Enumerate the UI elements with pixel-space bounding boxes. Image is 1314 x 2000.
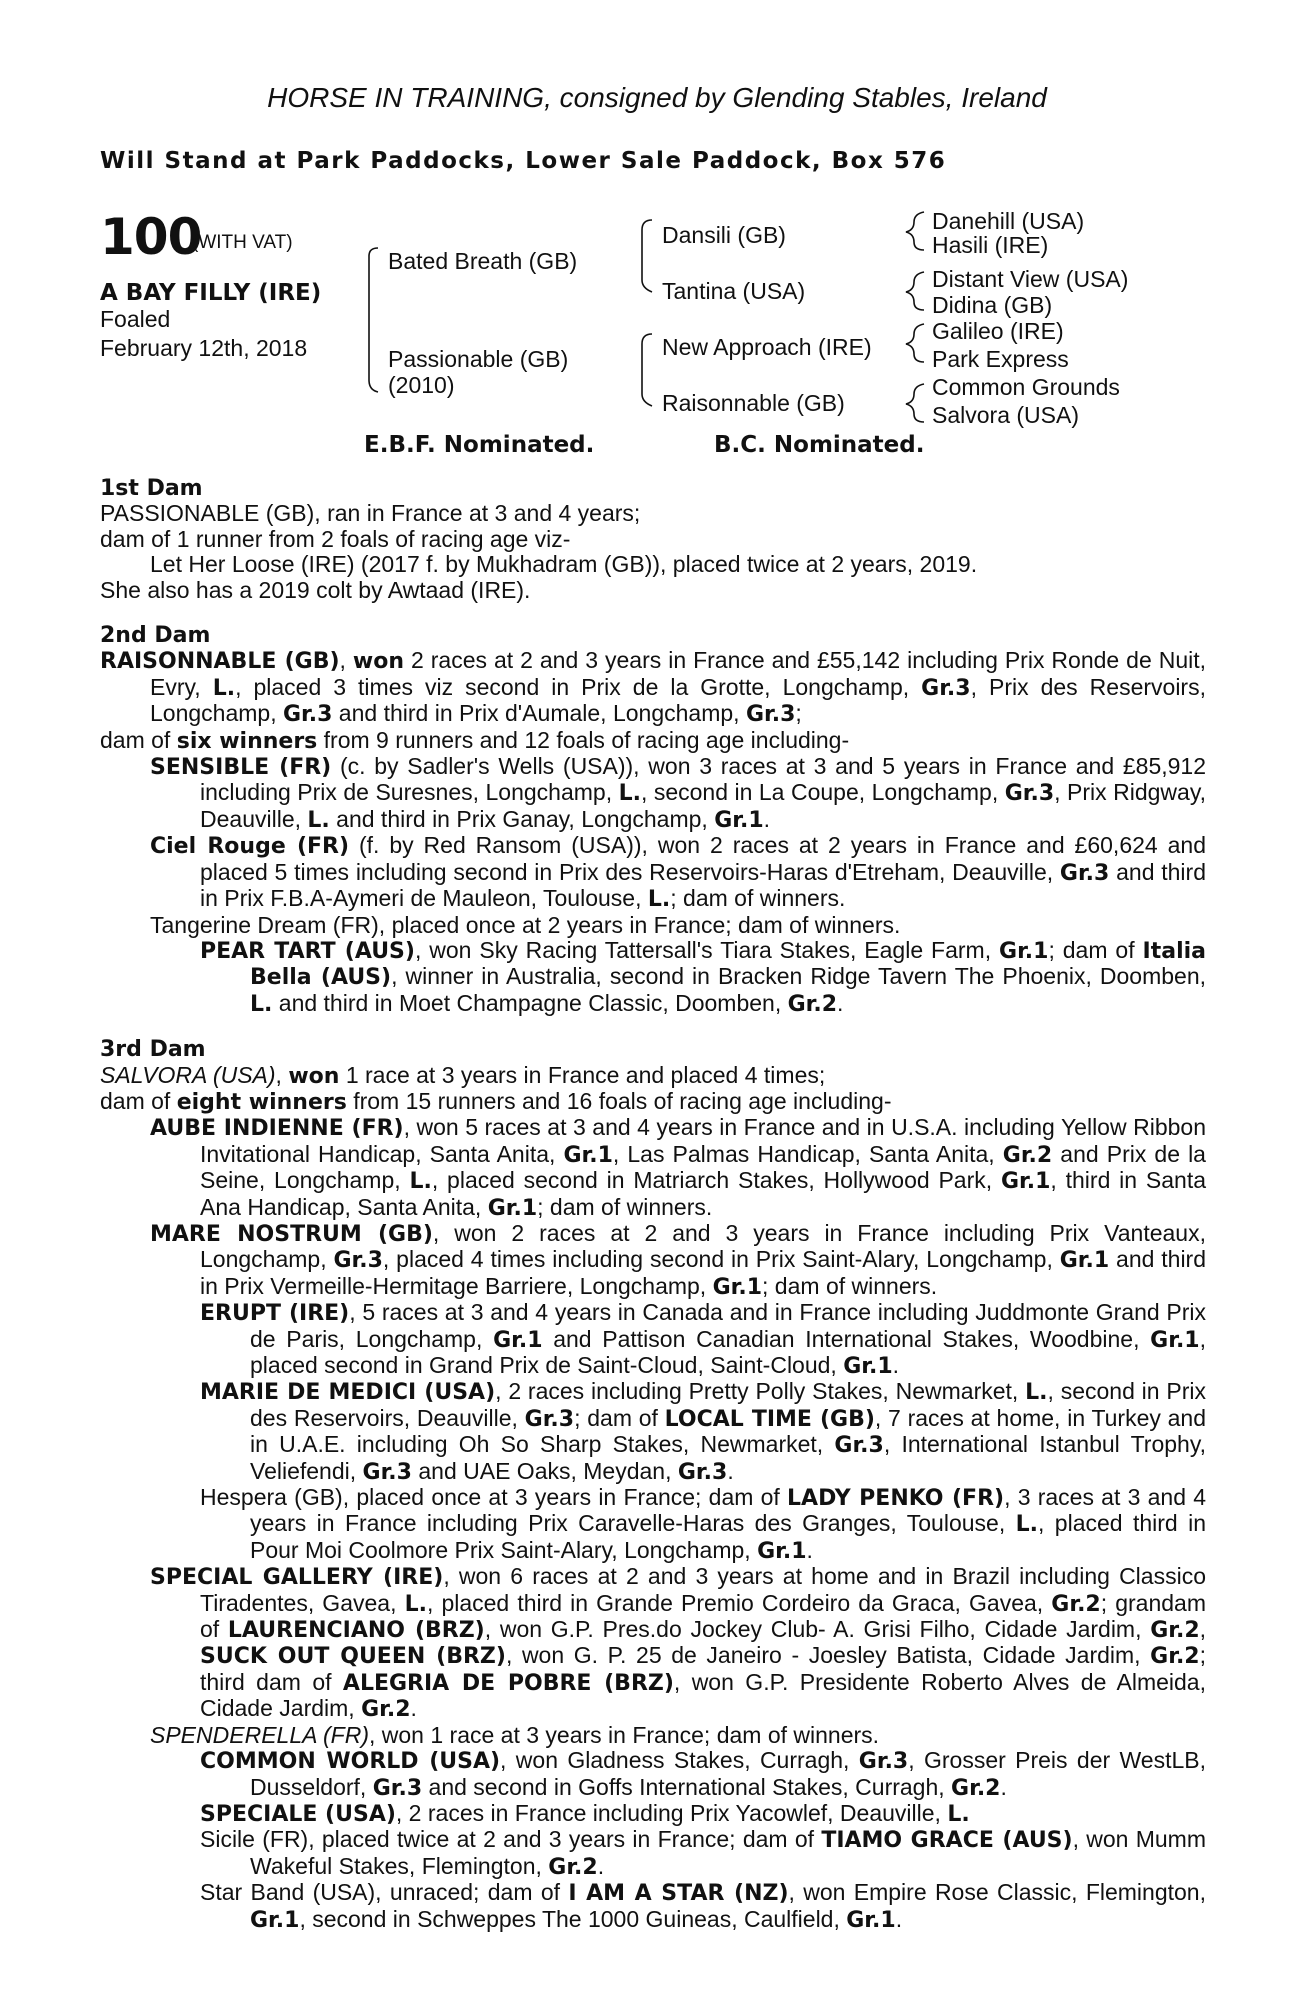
pedigree-entry: SPECIALE (USA), 2 races in France including Prix Yacowlef, Deauville, L.: [200, 1799, 970, 1827]
dam-sire: New Approach (IRE): [662, 334, 872, 360]
pedigree-entry: dam of eight winners from 15 runners and 16 foals of racing age including-: [100, 1087, 892, 1115]
horse-name: A BAY FILLY (IRE): [100, 280, 322, 306]
sire-name: Bated Breath (GB): [388, 248, 578, 274]
dam-section: [100, 1037, 1206, 1933]
sire-dam-dam: Didina (GB): [932, 292, 1053, 318]
pedigree-entry: SENSIBLE (FR) (c. by Sadler's Wells (USA)), won 3 races at 3 and 5 years in France and £85,912 including Prix de Suresnes, Longchamp, L., second in La Coupe, Longchamp, Gr.3, Prix Ridgway, Deauville, L. and third in Prix Ganay, Longchamp, Gr.1.: [150, 753, 1207, 833]
dam-dam-dam: Salvora (USA): [932, 402, 1079, 428]
pedigree-entry: SALVORA (USA), won 1 race at 3 years in France and placed 4 times;: [100, 1061, 826, 1089]
pedigree-entry: SPECIAL GALLERY (IRE), won 6 races at 2 and 3 years at home and in Brazil including Classico Tiradentes, Gavea, L., placed third in Grande Premio Cordeiro da Graca, Gavea, Gr.2; grandam of LAURENCIANO (BRZ), won G.P. Pres.do Jockey Club- A. Grisi Filho, Cidade Jardim, Gr.2, SUCK OUT QUEEN (BRZ), won G. P. 25 de Janeiro - Joesley Batista, Cidade Jardim, Gr.2; third dam of ALEGRIA DE POBRE (BRZ), won G.P. Presidente Roberto Alves de Almeida, Cidade Jardim, Gr.2.: [150, 1563, 1207, 1723]
foaled-date: February 12th, 2018: [100, 335, 308, 361]
dam-dam-sire: Common Grounds: [932, 374, 1120, 400]
pedigree-entry: Sicile (FR), placed twice at 2 and 3 years in France; dam of TIAMO GRACE (AUS), won Mumm Wakeful Stakes, Flemington, Gr.2.: [200, 1826, 1207, 1880]
pedigree-entry: ERUPT (IRE), 5 races at 3 and 4 years in Canada and in France including Juddmonte Grand Prix de Paris, Longchamp, Gr.1 and Pattison Canadian International Stakes, Woodbine, Gr.1, placed second in Grand Prix de Saint-Cloud, Saint-Cloud, Gr.1.: [200, 1299, 1206, 1379]
ebf-nominated: E.B.F. Nominated.: [364, 432, 595, 458]
sire-sire-sire: Danehill (USA): [932, 208, 1085, 234]
pedigree-entry: Tangerine Dream (FR), placed once at 2 years in France; dam of winners.: [150, 911, 901, 938]
section-heading: 3rd Dam: [100, 1037, 206, 1063]
dam-section: [100, 476, 1206, 603]
dam-sire-dam: Park Express: [932, 346, 1069, 372]
dam-dam: Raisonnable (GB): [662, 390, 845, 416]
dam-foaling-year: (2010): [388, 372, 455, 398]
pedigree-entry: She also has a 2019 colt by Awtaad (IRE).: [100, 576, 531, 603]
dam-sire-sire: Galileo (IRE): [932, 318, 1064, 344]
section-heading: 2nd Dam: [100, 623, 211, 649]
dam-section: [100, 623, 1206, 1017]
pedigree-entry: RAISONNABLE (GB), won 2 races at 2 and 3 years in France and £55,142 including Prix Ronde de Nuit, Evry, L., placed 3 times viz second in Prix de la Grotte, Longchamp, Gr.3, Prix des Reservoirs, Longchamp, Gr.3 and third in Prix d'Aumale, Longchamp, Gr.3;: [100, 647, 1207, 728]
bc-nominated: B.C. Nominated.: [714, 432, 925, 458]
pedigree-entry: dam of 1 runner from 2 foals of racing age viz-: [100, 525, 571, 552]
sire-sire-dam: Hasili (IRE): [932, 232, 1049, 258]
sire-dam: Tantina (USA): [662, 278, 806, 304]
pedigree-entry: Hespera (GB), placed once at 3 years in France; dam of LADY PENKO (FR), 3 races at 3 and 4 years in France including Prix Caravelle-Haras des Granges, Toulouse, L., placed third in Pour Moi Coolmore Prix Saint-Alary, Longchamp, Gr.1.: [200, 1484, 1207, 1564]
sire-dam-sire: Distant View (USA): [932, 266, 1129, 292]
sire-sire: Dansili (GB): [662, 222, 786, 248]
consignment-header: HORSE IN TRAINING, consigned by Glending Stables, Ireland: [267, 82, 1047, 113]
pedigree-entry: AUBE INDIENNE (FR), won 5 races at 3 and 4 years in France and in U.S.A. including Yellow Ribbon Invitational Handicap, Santa Anita, Gr.1, Las Palmas Handicap, Santa Anita, Gr.2 and Prix de la Seine, Longchamp, L., placed second in Matriarch Stakes, Hollywood Park, Gr.1, third in Santa Ana Handicap, Santa Anita, Gr.1; dam of winners.: [150, 1114, 1206, 1221]
produce-record: [100, 476, 1206, 1933]
vat-note: (WITH VAT): [192, 232, 293, 253]
pedigree-entry: MARIE DE MEDICI (USA), 2 races including Pretty Polly Stakes, Newmarket, L., second in Prix des Reservoirs, Deauville, Gr.3; dam of LOCAL TIME (GB), 7 races at home, in Turkey and in U.A.E. including Oh So Sharp Stakes, Newmarket, Gr.3, International Istanbul Trophy, Veliefendi, Gr.3 and UAE Oaks, Meydan, Gr.3.: [200, 1378, 1207, 1485]
pedigree-entry: COMMON WORLD (USA), won Gladness Stakes, Curragh, Gr.3, Grosser Preis der WestLB, Dusseldorf, Gr.3 and second in Goffs International Stakes, Curragh, Gr.2.: [200, 1747, 1206, 1801]
dam-name: Passionable (GB): [388, 346, 569, 372]
foaled-label: Foaled: [100, 306, 171, 332]
lot-number: 100: [100, 208, 202, 266]
section-heading: 1st Dam: [100, 476, 203, 501]
pedigree-entry: SPENDERELLA (FR), won 1 race at 3 years in France; dam of winners.: [150, 1721, 880, 1748]
pedigree-entry: Ciel Rouge (FR) (f. by Red Ransom (USA)), won 2 races at 2 years in France and £60,624 and placed 5 times including second in Prix des Reservoirs-Haras d'Etreham, Deauville, Gr.3 and third in Prix F.B.A-Aymeri de Mauleon, Toulouse, L.; dam of winners.: [150, 832, 1206, 913]
pedigree-entry: dam of six winners from 9 runners and 12 foals of racing age including-: [100, 726, 850, 754]
pedigree-entry: Star Band (USA), unraced; dam of I AM A STAR (NZ), won Empire Rose Classic, Flemington, Gr.1, second in Schweppes The 1000 Guineas, Caulfield, Gr.1.: [200, 1879, 1206, 1933]
stand-location: Will Stand at Park Paddocks, Lower Sale Paddock, Box 576: [100, 148, 947, 174]
pedigree-entry: MARE NOSTRUM (GB), won 2 races at 2 and 3 years in France including Prix Vanteaux, Longchamp, Gr.3, placed 4 times including second in Prix Saint-Alary, Longchamp, Gr.1 and third in Prix Vermeille-Hermitage Barriere, Longchamp, Gr.1; dam of winners.: [150, 1219, 1207, 1300]
pedigree-entry: Let Her Loose (IRE) (2017 f. by Mukhadram (GB)), placed twice at 2 years, 2019.: [150, 551, 978, 578]
pedigree-entry: PASSIONABLE (GB), ran in France at 3 and 4 years;: [100, 500, 641, 527]
pedigree-entry: PEAR TART (AUS), won Sky Racing Tattersall's Tiara Stakes, Eagle Farm, Gr.1; dam of Italia Bella (AUS), winner in Australia, second in Bracken Ridge Tavern The Phoenix, Doomben, L. and third in Moet Champagne Classic, Doomben, Gr.2.: [200, 936, 1207, 1017]
